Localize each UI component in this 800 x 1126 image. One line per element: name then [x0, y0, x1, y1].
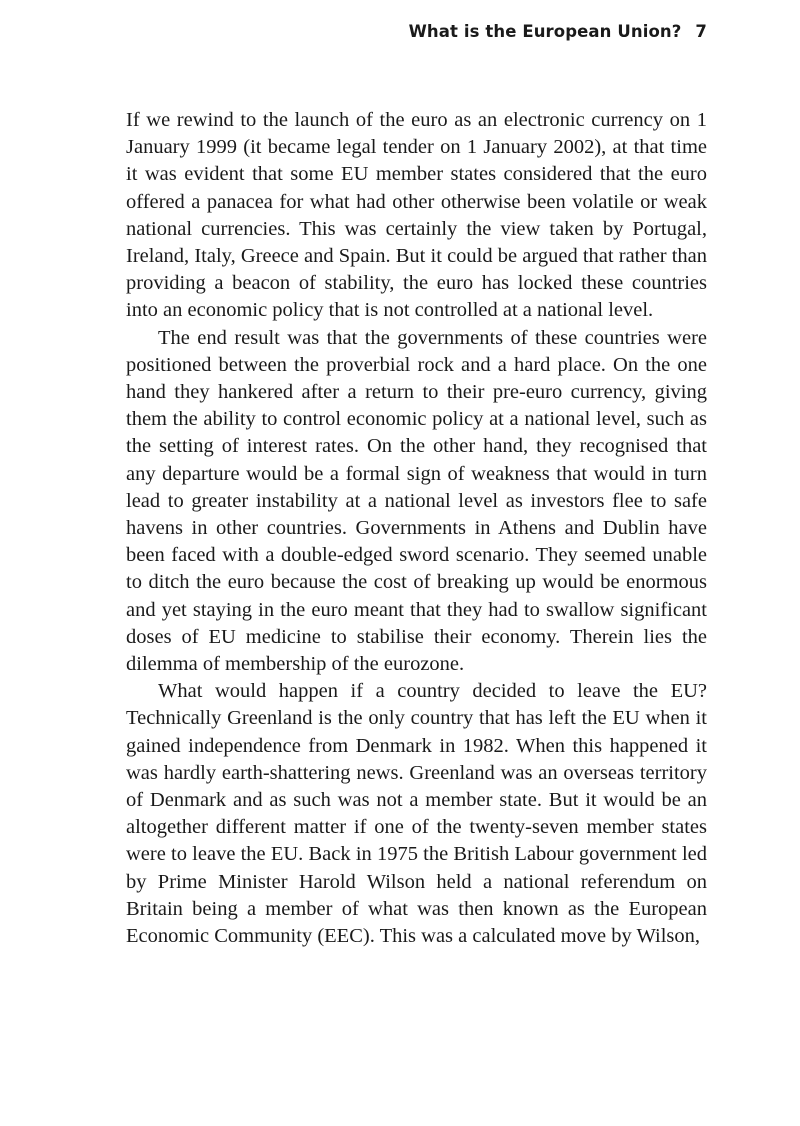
- page-number: 7: [695, 22, 707, 41]
- paragraph-2: The end result was that the governments of these countries were positioned between the proverbial rock and a hard place. On the one hand they hankered after a return to their pre-euro currency, giving them the ability to control economic policy at a national level, such as the setting of interest rates. On the other hand, they recognised that any departure would be a formal sign of weakness that would in turn lead to greater instability at a national level as investors flee to safe havens in other countries. Governments in Athens and Dublin have been faced with a double-edged sword scenario. They seemed unable to ditch the euro because the cost of breaking up would be enormous and yet staying in the euro meant that they had to swallow significant doses of EU medicine to stabilise their economy. Therein lies the dilemma of membership of the eurozone.: [126, 326, 707, 676]
- chapter-title: What is the European Union?: [408, 22, 682, 41]
- body-text: [126, 107, 707, 950]
- paragraph-3: What would happen if a country decided to leave the EU? Technically Greenland is the only country that has left the EU when it gained independence from Denmark in 1982. When this happened it was hardly earth-shattering news. Greenland was an overseas territory of Denmark and as such was not a member state. But it would be an altogether different matter if one of the twenty-seven member states were to leave the EU. Back in 1975 the British Labour government led by Prime Minister Harold Wilson held a national referendum on Britain being a member of what was then known as the European Economic Community (EEC). This was a calculated move by Wilson,: [126, 680, 707, 948]
- running-header: [409, 22, 707, 41]
- paragraph-1: If we rewind to the launch of the euro as an electronic currency on 1 January 1999 (it became legal tender on 1 January 2002), at that time it was evident that some EU member states considered that the euro offered a panacea for what had other otherwise been volatile or weak national currencies. This was certainly the view taken by Portugal, Ireland, Italy, Greece and Spain. But it could be argued that rather than providing a beacon of stability, the euro has locked these countries into an economic policy that is not controlled at a national level.: [126, 109, 707, 322]
